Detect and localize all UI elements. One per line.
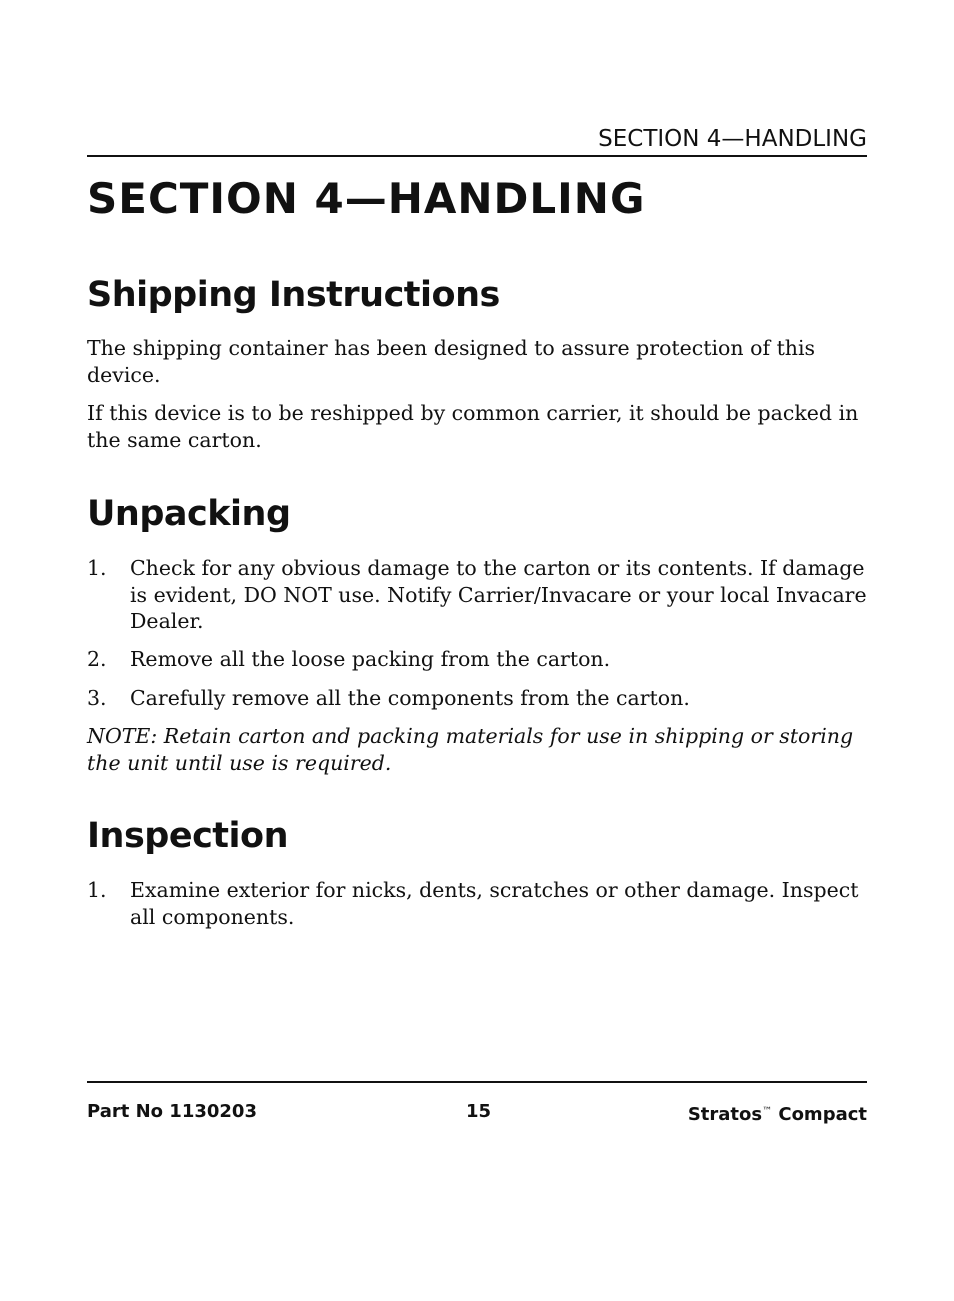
trademark-symbol: ™ (762, 1106, 773, 1117)
step-number: 3. (87, 686, 107, 710)
step-number: 1. (87, 556, 107, 580)
footer-part-number: Part No 1130203 (87, 1101, 257, 1122)
footer-product-name (688, 1100, 867, 1127)
running-header: SECTION 4—HANDLING (598, 126, 867, 152)
header-rule (87, 155, 867, 157)
footer-rule (87, 1081, 867, 1083)
step-text: Remove all the loose packing from the carton. (130, 647, 611, 671)
product-suffix: Compact (772, 1104, 867, 1125)
document-page (87, 0, 867, 1301)
footer-page-number: 15 (466, 1101, 492, 1122)
unpacking-step-2 (87, 646, 867, 673)
step-text: Examine exterior for nicks, dents, scratches or other damage. Inspect all components. (130, 878, 859, 929)
shipping-paragraph-2: If this device is to be reshipped by common carrier, it should be packed in the same carton. (87, 401, 859, 452)
step-text: Check for any obvious damage to the carton or its contents. If damage is evident, DO NOT use. Notify Carrier/Invacare or your local Invacare Dealer. (130, 556, 867, 633)
heading-unpacking: Unpacking (87, 494, 291, 534)
heading-shipping-instructions: Shipping Instructions (87, 275, 500, 315)
step-number: 2. (87, 647, 107, 671)
unpacking-step-3 (87, 685, 867, 712)
step-text: Carefully remove all the components from the carton. (130, 686, 690, 710)
product-name: Stratos (687, 1104, 763, 1125)
inspection-step-1 (87, 877, 867, 930)
unpacking-note: NOTE: Retain carton and packing materials for use in shipping or storing the unit until use is required. (87, 724, 854, 775)
unpacking-step-1 (87, 555, 867, 635)
heading-inspection: Inspection (87, 816, 289, 856)
shipping-paragraph-1: The shipping container has been designed to assure protection of this device. (87, 336, 816, 387)
section-title: SECTION 4—HANDLING (87, 174, 646, 223)
step-number: 1. (87, 878, 107, 902)
